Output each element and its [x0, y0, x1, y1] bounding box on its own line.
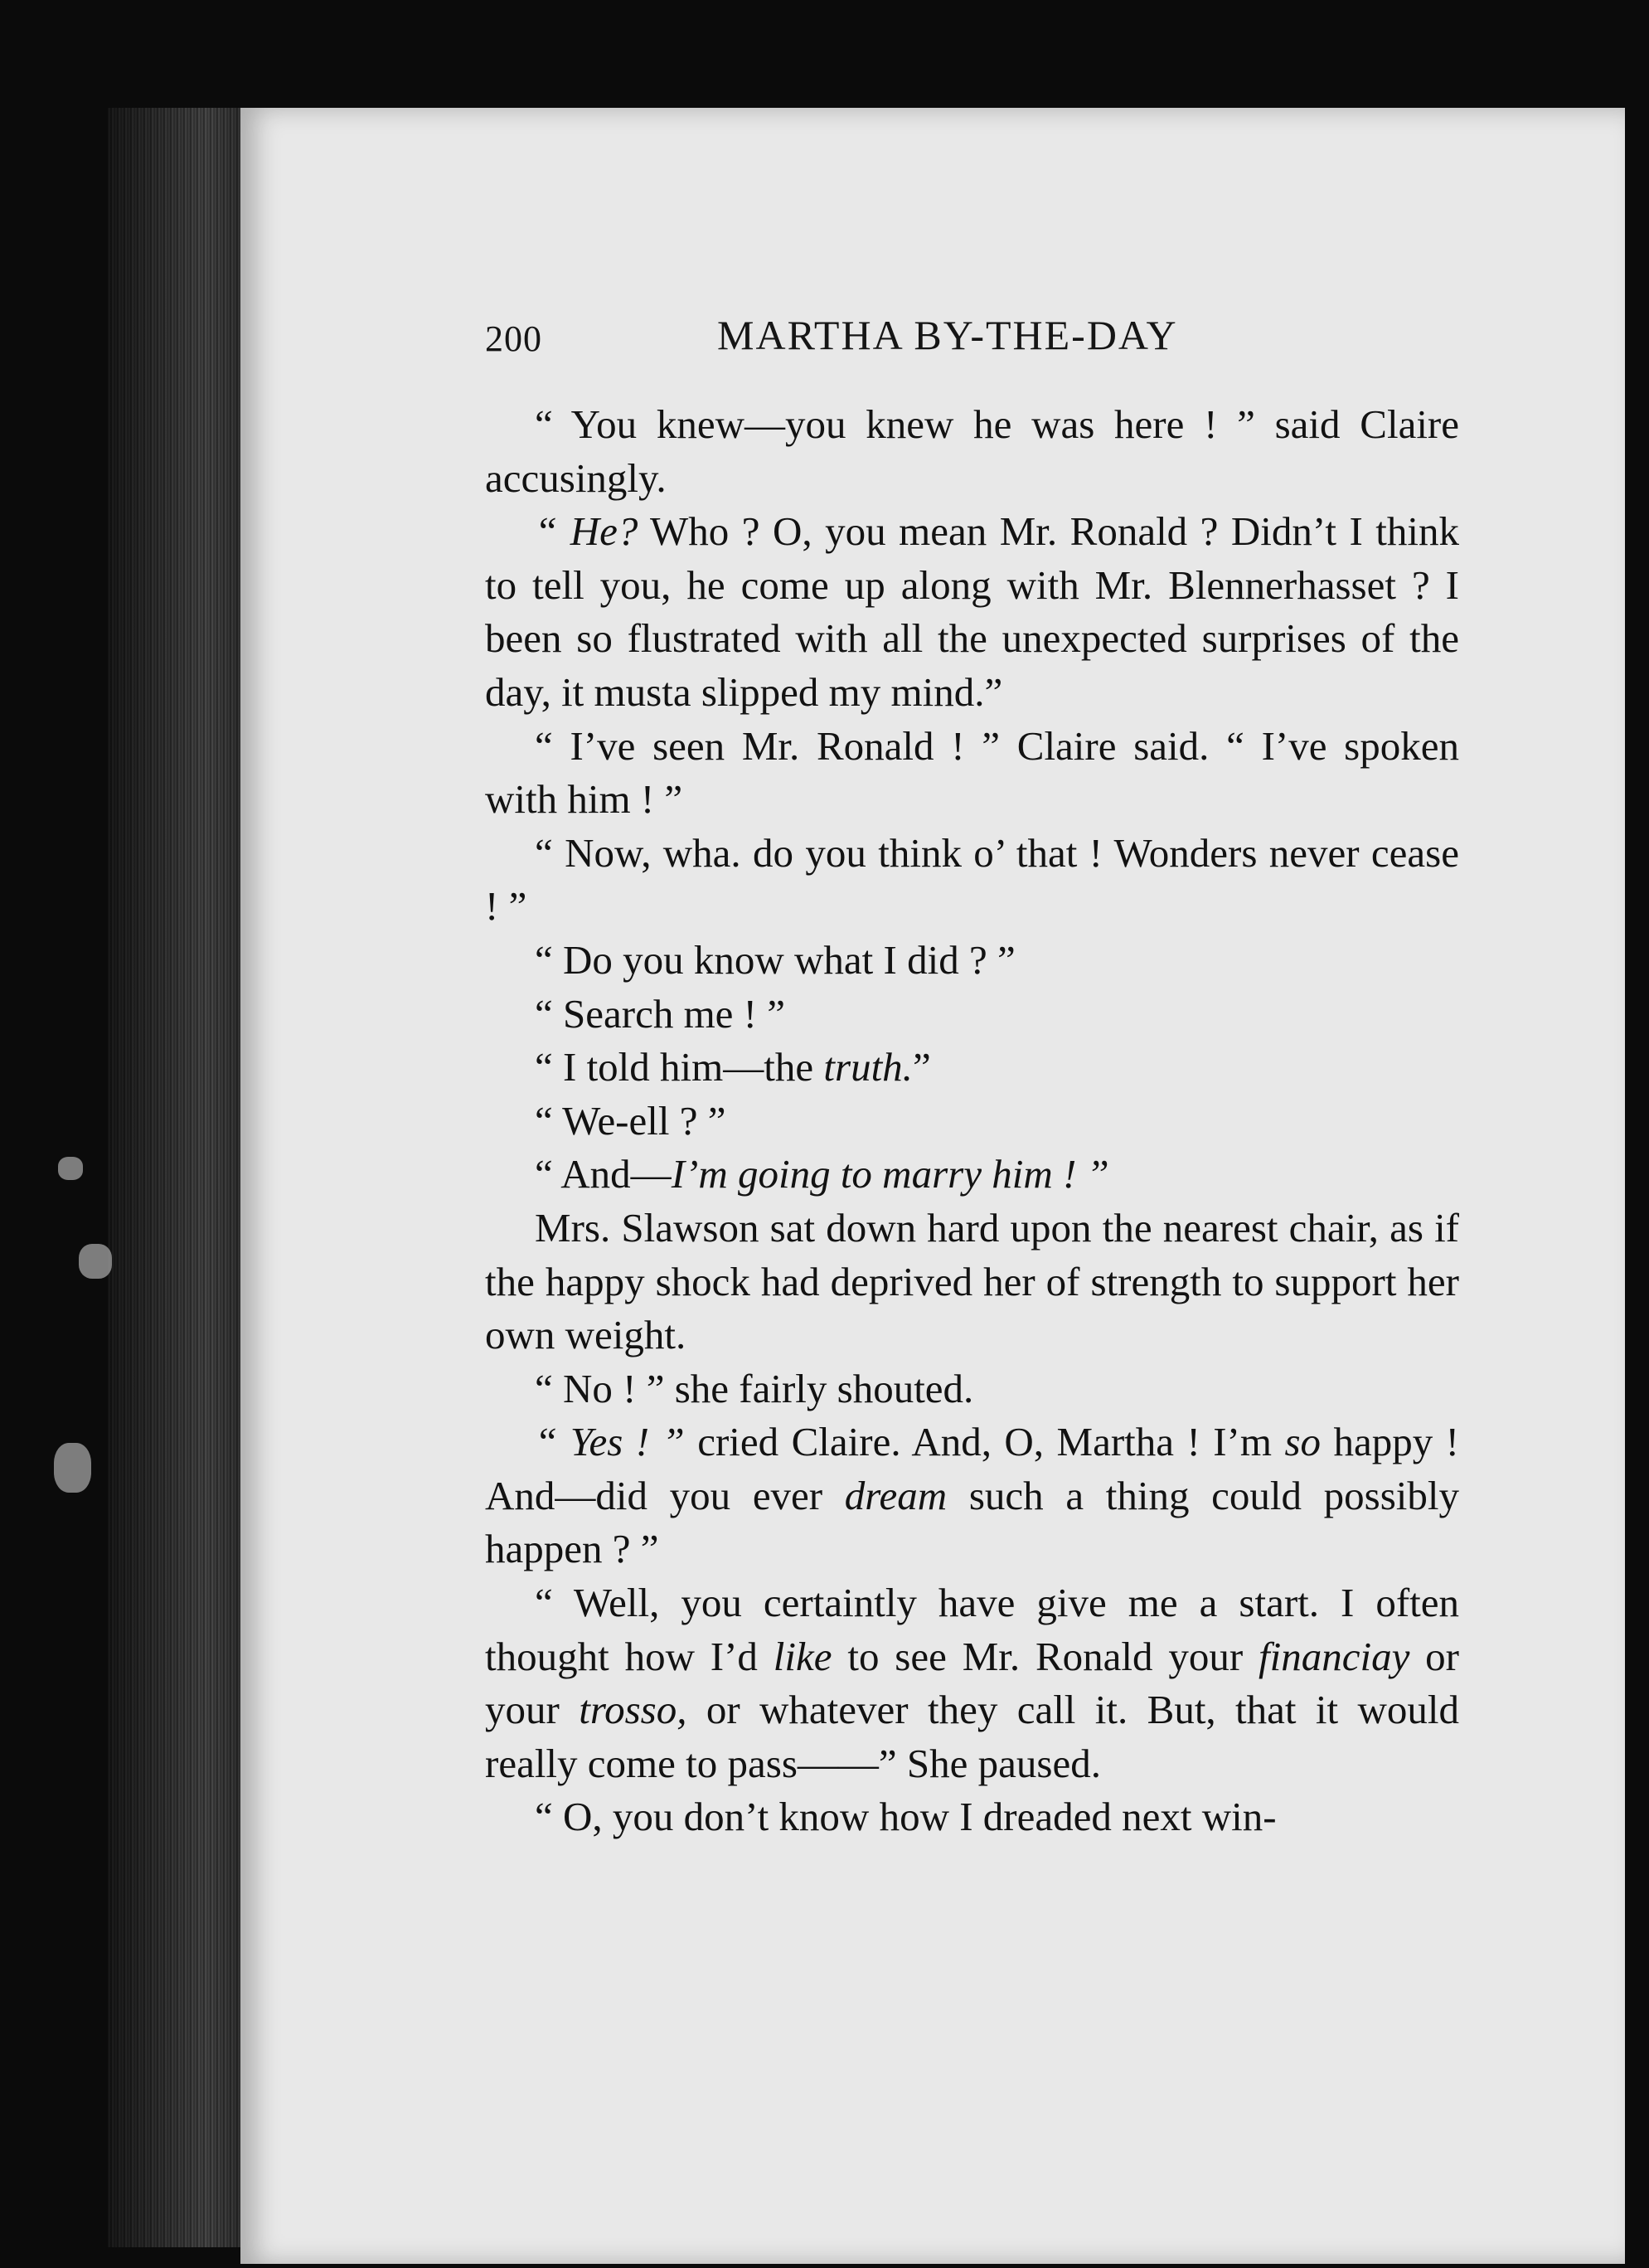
- paragraph-text: “ Now, wha. do you think o’ that ! Wonders never cease ! ”: [485, 829, 1459, 930]
- paragraph-text: “ Well, you certaintly have give me a start. I often thought how I’d: [485, 1580, 1459, 1679]
- paragraph: [485, 934, 1459, 988]
- paragraph-text: or whatever they call it. But, that it would really come to pass——” She paused.: [485, 1687, 1459, 1786]
- paragraph: [485, 1148, 1459, 1202]
- body-text: [485, 398, 1459, 1844]
- page-number: 200: [485, 318, 542, 359]
- italic-text: “ Yes ! ”: [535, 1419, 685, 1465]
- margin-blot: [79, 1244, 112, 1279]
- paragraph: [485, 1095, 1459, 1149]
- paragraph: [485, 505, 1459, 719]
- paragraph-text: ”: [912, 1044, 931, 1090]
- paragraph: [485, 988, 1459, 1042]
- italic-text: financiay: [1259, 1633, 1410, 1679]
- paragraph: [485, 1202, 1459, 1362]
- paragraph-text: or your: [485, 1633, 1459, 1733]
- paragraph: [485, 1576, 1459, 1790]
- paragraph-text: “ Do you know what I did ? ”: [535, 936, 1016, 983]
- paragraph-text: Who ? O, you mean Mr. Ronald ? Didn’t I think to tell you, he come up along with Mr. Blennerhasset ? I been so flustrated with all the unexpected surprises of the day, it musta slipped my mind.”: [485, 508, 1459, 715]
- page-header: [485, 311, 1455, 377]
- italic-text: like: [773, 1633, 832, 1679]
- paragraph: [485, 1041, 1459, 1095]
- paragraph-text: happy ! And—did you ever: [485, 1419, 1459, 1518]
- italic-text: trosso,: [579, 1687, 687, 1733]
- italic-text: “ He?: [535, 508, 638, 555]
- italic-text: I’m going to marry him ! ”: [671, 1151, 1109, 1197]
- paragraph-text: “ O, you don’t know how I dreaded next win-: [535, 1794, 1277, 1840]
- paragraph-text: cried Claire. And, O, Martha ! I’m: [684, 1419, 1285, 1465]
- paragraph: [485, 398, 1459, 505]
- paragraph: [485, 1416, 1459, 1576]
- paragraph: [485, 720, 1459, 827]
- running-title: MARTHA BY-THE-DAY: [717, 312, 1178, 358]
- italic-text: so: [1284, 1419, 1322, 1465]
- margin-blot: [58, 1157, 83, 1180]
- italic-text: truth.: [823, 1044, 913, 1090]
- paragraph-text: Mrs. Slawson sat down hard upon the nearest chair, as if the happy shock had deprived her of strength to support her own weight.: [485, 1204, 1459, 1358]
- paragraph: [485, 1362, 1459, 1416]
- paragraph-text: “ Search me ! ”: [535, 990, 785, 1037]
- paragraph-text: “ I’ve seen Mr. Ronald ! ” Claire said. “ I’ve spoken with him ! ”: [485, 722, 1459, 823]
- paragraph-text: “ We-ell ? ”: [535, 1097, 726, 1144]
- margin-blot: [54, 1443, 91, 1493]
- paragraph-text: “ And—: [535, 1151, 672, 1197]
- paragraph-text: “ No ! ” she fairly shouted.: [535, 1365, 974, 1411]
- paragraph-text: “ You knew—you knew he was here ! ” said Claire accusingly.: [485, 401, 1459, 501]
- italic-text: dream: [844, 1472, 948, 1518]
- paragraph: [485, 827, 1459, 934]
- paragraph: [485, 1790, 1459, 1844]
- paragraph-text: such a thing could possibly happen ? ”: [485, 1472, 1459, 1572]
- paragraph-text: to see Mr. Ronald your: [832, 1633, 1259, 1679]
- paragraph-text: “ I told him—the: [535, 1044, 824, 1090]
